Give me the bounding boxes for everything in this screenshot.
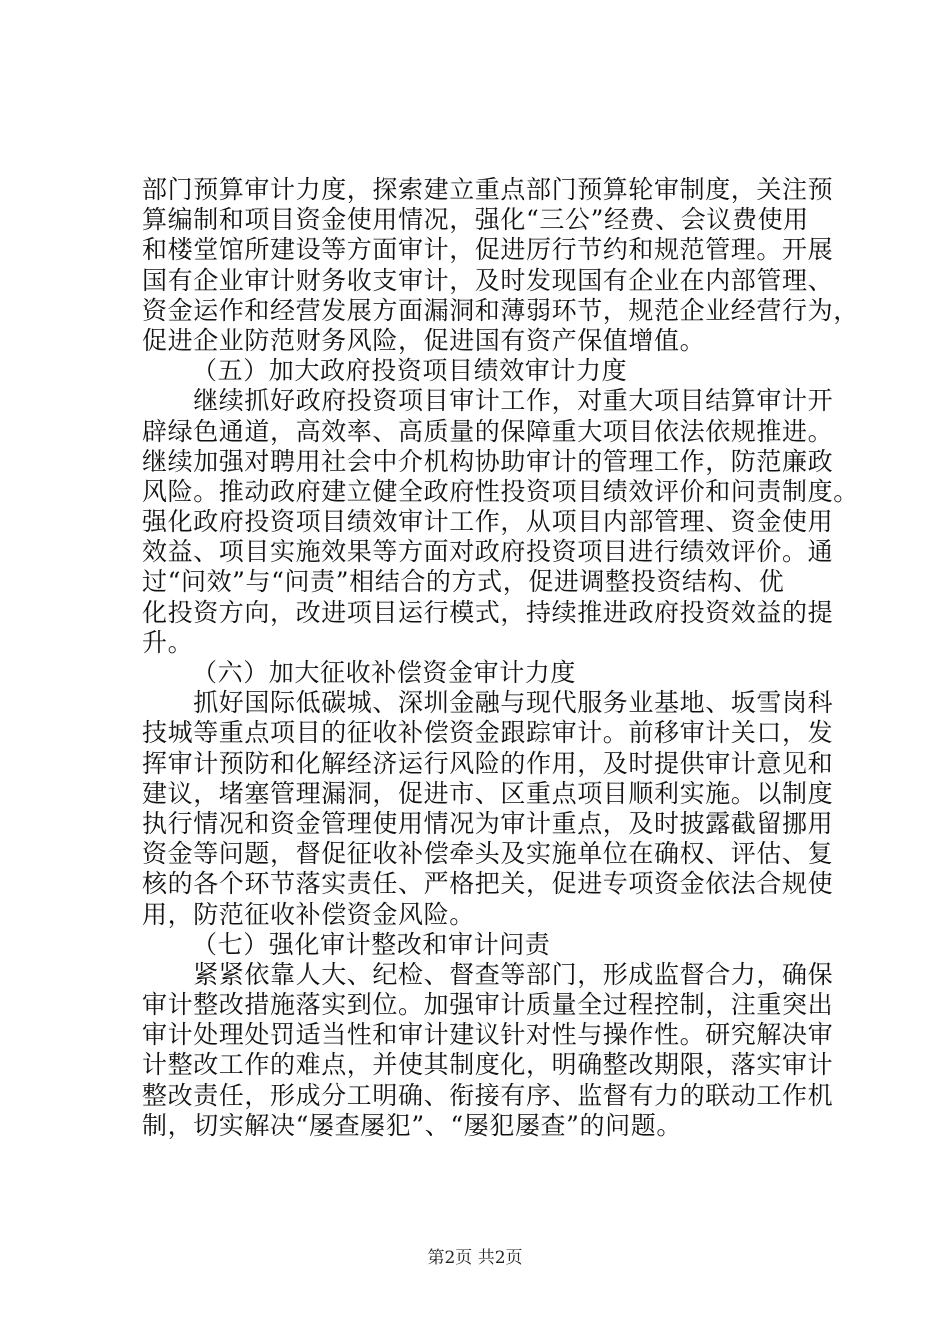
text-line: 继续加强对聘用社会中介机构协助审计的管理工作，防范廉政: [142, 446, 834, 476]
section-heading: [142, 356, 832, 386]
body-paragraph: [142, 960, 832, 1141]
text-line: 资金等问题，督促征收补偿牵头及实施单位在确权、评估、复: [142, 839, 834, 869]
text-line: 算编制和项目资金使用情况，强化“三公”经费、会议费使用: [142, 205, 809, 235]
text-line: 制，切实解决“屡查屡犯”、“屡犯屡查”的问题。: [142, 1110, 682, 1140]
text-line: 核的各个环节落实责任、严格把关，促进专项资金依法合规使: [142, 869, 834, 899]
text-line: 风险。推动政府建立健全政府性投资项目绩效评价和问责制度。: [142, 476, 859, 506]
text-line: 审计整改措施落实到位。加强审计质量全过程控制，注重突出: [142, 990, 834, 1020]
text-line: 紧紧依靠人大、纪检、督查等部门，形成监督合力，确保: [142, 959, 834, 989]
text-line: 部门预算审计力度，探索建立重点部门预算轮审制度，关注预: [142, 175, 834, 204]
section-heading: [142, 658, 832, 688]
text-line: 国有企业审计财务收支审计，及时发现国有企业在内部管理、: [142, 265, 834, 295]
heading-text: （七）强化审计整改和审计问责: [192, 929, 551, 959]
body-paragraph: [142, 175, 859, 356]
body-paragraph: [142, 386, 859, 658]
text-line: 技城等重点项目的征收补偿资金跟踪审计。前移审计关口，发: [142, 718, 834, 748]
text-line: 升。: [142, 627, 194, 657]
page-footer: 第2页 共2页: [427, 1248, 523, 1268]
text-line: 效益、项目实施效果等方面对政府投资项目进行绩效评价。通: [142, 537, 834, 567]
text-line: 整改责任，形成分工明确、衔接有序、监督有力的联动工作机: [142, 1080, 834, 1110]
heading-text: （五）加大政府投资项目绩效审计力度: [192, 356, 628, 386]
text-line: 挥审计预防和化解经济运行风险的作用，及时提供审计意见和: [142, 748, 834, 778]
heading-text: （六）加大征收补偿资金审计力度: [192, 658, 577, 687]
section-heading: [142, 930, 832, 960]
body-paragraph: [142, 688, 832, 930]
text-line: 过“问效”与“问责”相结合的方式，促进调整投资结构、优: [142, 567, 785, 597]
text-line: 审计处理处罚适当性和审计建议针对性与操作性。研究解决审: [142, 1020, 834, 1050]
text-line: 用，防范征收补偿资金风险。: [142, 899, 475, 929]
text-line: 资金运作和经营发展方面漏洞和薄弱环节，规范企业经营行为，: [142, 295, 859, 325]
document-body: [142, 175, 859, 1141]
text-line: 化投资方向，改进项目运行模式，持续推进政府投资效益的提: [142, 597, 834, 627]
text-line: 抓好国际低碳城、深圳金融与现代服务业基地、坂雪岗科: [142, 688, 834, 718]
text-line: 执行情况和资金管理使用情况为审计重点，及时披露截留挪用: [142, 808, 834, 838]
text-line: 和楼堂馆所建设等方面审计，促进厉行节约和规范管理。开展: [142, 235, 834, 265]
text-line: 建议，堵塞管理漏洞，促进市、区重点项目顺利实施。以制度: [142, 778, 834, 808]
text-line: 计整改工作的难点，并使其制度化，明确整改期限，落实审计: [142, 1050, 834, 1080]
text-line: 强化政府投资项目绩效审计工作，从项目内部管理、资金使用: [142, 507, 834, 537]
text-line: 继续抓好政府投资项目审计工作，对重大项目结算审计开: [142, 386, 834, 416]
text-line: 辟绿色通道，高效率、高质量的保障重大项目依法依规推进。: [142, 416, 834, 446]
text-line: 促进企业防范财务风险，促进国有资产保值增值。: [142, 325, 706, 355]
